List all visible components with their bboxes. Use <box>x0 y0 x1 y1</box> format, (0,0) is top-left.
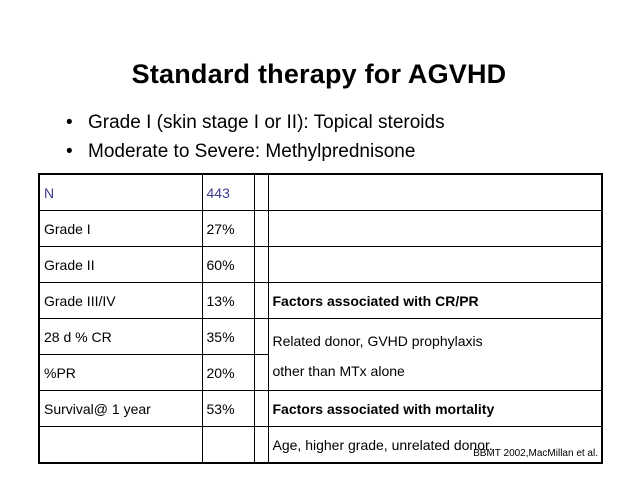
table-row <box>39 174 602 211</box>
spacer-cell <box>254 355 268 391</box>
row-value: 27% <box>202 211 254 247</box>
factors-mortality-text: Age, higher grade, unrelated donor. <box>268 427 602 464</box>
row-label: %PR <box>39 355 202 391</box>
row-label: Grade II <box>39 247 202 283</box>
row-label: Grade III/IV <box>39 283 202 319</box>
table-row <box>39 211 602 247</box>
table-row <box>39 391 602 427</box>
spacer-cell <box>254 391 268 427</box>
bullet-dot-icon: • <box>66 141 73 162</box>
spacer-cell <box>254 174 268 211</box>
table-row <box>39 247 602 283</box>
bullet-text: Grade I (skin stage I or II): Topical steroids <box>88 112 445 133</box>
row-value <box>202 427 254 464</box>
empty-cell <box>268 211 602 247</box>
row-value: 13% <box>202 283 254 319</box>
spacer-cell <box>254 427 268 464</box>
spacer-cell <box>254 319 268 355</box>
table-row <box>39 283 602 319</box>
slide-title: Standard therapy for AGVHD <box>131 59 507 89</box>
bullet-item <box>66 108 445 137</box>
factors-cr-pr-heading: Factors associated with CR/PR <box>268 283 602 319</box>
bullet-list <box>66 108 445 166</box>
results-table <box>38 173 603 464</box>
factors-cr-pr-line: Related donor, GVHD prophylaxis <box>272 332 483 349</box>
row-value: 20% <box>202 355 254 391</box>
row-label: Grade I <box>39 211 202 247</box>
table-row <box>39 319 602 355</box>
spacer-cell <box>254 247 268 283</box>
row-value: 60% <box>202 247 254 283</box>
bullet-dot-icon: • <box>66 112 73 133</box>
citation: BBMT 2002,MacMillan et al. <box>473 448 598 459</box>
row-label <box>39 427 202 464</box>
factors-mortality-heading: Factors associated with mortality <box>268 391 602 427</box>
row-label: Survival@ 1 year <box>39 391 202 427</box>
row-value: 443 <box>202 174 254 211</box>
bullet-item <box>66 137 445 166</box>
bullet-text: Moderate to Severe: Methylprednisone <box>88 141 416 162</box>
row-label: N <box>39 174 202 211</box>
empty-cell <box>268 174 602 211</box>
factors-cr-pr-line: other than MTx alone <box>272 362 405 379</box>
row-value: 53% <box>202 391 254 427</box>
spacer-cell <box>254 283 268 319</box>
row-value: 35% <box>202 319 254 355</box>
row-label: 28 d % CR <box>39 319 202 355</box>
factors-cr-pr-text <box>268 319 602 391</box>
empty-cell <box>268 247 602 283</box>
spacer-cell <box>254 211 268 247</box>
